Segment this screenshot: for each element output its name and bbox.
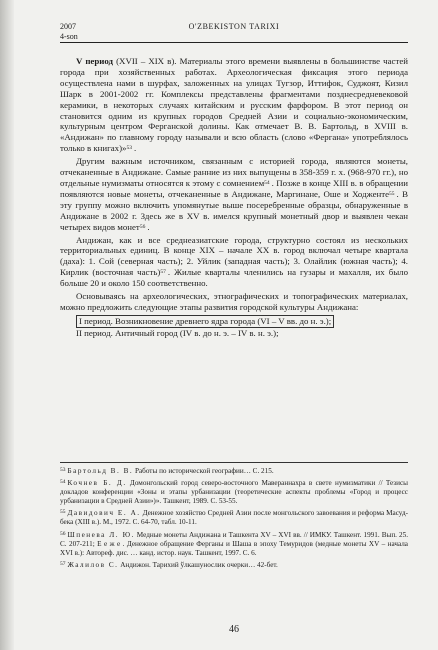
paragraph-period-v: V период (XVII – XIX в). Материалы этого времени выявлены в большинстве частей города при хозяйственных работах. Археологическая фиксация этого периода осуществлена нами в шурфах, заложенных на улицах Тугзор, Иттифок, Суджоят, Кизил Шарк в 2001-2002 гг. Комплексы представлены фрагментами позднесредневековой керамики, в некоторых случаях китайским и русским фарфором. В этот период он становится одним из крупных городов Средней Азии и социально-экономическим, культурным центром Ферганской долины. Как отмечает В. В. Бартольд, в XVIII в. «Андижан» по главному городу называли и всю область (слово «Фергана» употреблялось только в книгах)»$^{53}$ .: [60, 56, 408, 154]
period-list-item: II период. Античный город (IV в. до н. э. – IV в. н. э.);: [76, 327, 279, 338]
footnote-ref: 55: [389, 190, 395, 197]
footnote: [60, 478, 408, 506]
paragraph-text: . В эту группу можно включить упомянутые выше посеребренные образцы, обнаруженные в Андижане в 2002 г. Здесь же в XV в. имелся крупный монетный двор и выявлен чекан четырех видов монет: [60, 188, 408, 232]
footnote-number: 53: [60, 467, 66, 473]
paragraph-text: (XVII – XIX в). Материалы этого времени выявлены в большинстве частей города при хозяйственных работах. Археологическая фиксация этого периода осуществлена нами в шурфах, заложенных на улицах Тугзор, Иттифок, Суджоят, Кизил Шарк в 2001-2002 гг. Комплексы представлены фрагментами позднесредневековой керамики, в некоторых случаях китайским и русским фарфором. В этот период он становится одним из крупных городов Средней Азии и социально-экономическим, культурным центром Ферганской долины. Как отмечает В. В. Бартольд, в XVIII в. «Андижан» по главному городу называли и всю область (слово «Фергана» употреблялось только в книгах)»: [60, 56, 408, 154]
footnote-number: 54: [60, 479, 66, 486]
footnote-number: 57: [60, 560, 66, 567]
header-journal-title: O'ZBEKISTON TARIXI: [188, 22, 280, 31]
paragraph-text: . Жилые кварталы членились на гузары и махалля, их было больше 20 и около 150 соответственно.: [60, 267, 409, 289]
paragraph-stages-intro: Основываясь на археологических, этнографических и топографических материалах, можно предложить следующие этапы развития городской культуры Андижана:: [60, 291, 408, 312]
paragraph-coins: [60, 156, 408, 232]
page-number: 46: [229, 624, 239, 635]
binding-shadow: [0, 0, 14, 650]
footnote-ref: 57: [160, 269, 166, 276]
main-text: [60, 56, 408, 339]
footnote-author: Шпенева Л. Ю.: [67, 530, 135, 539]
footnote: [60, 508, 408, 527]
paragraph-text: Андижан, как и все среднеазиатские города, структурно состоял из нескольких территориальных единиц. В конце XIX – начале XX в. город включал четыре квартала (даха): 1. Сой (северная часть); 2. Уйлик (западная часть); 3. Олайлик (южная часть); 4. Кирлик (восточная часть): [60, 234, 408, 278]
paragraph-text: .: [147, 221, 150, 232]
period-heading: V период: [76, 56, 114, 66]
footnote-text: Денежное хозяйство Средней Азии после монгольского завоевания и реформа Масуд-бека (XIII в.). М., 1972. С. 64-70, табл. 10-11.: [60, 509, 408, 527]
header-issue: 4-son: [60, 32, 78, 41]
period-highlight: I период. Возникновение древнего ядра города (VI – V вв. до н. э.);: [76, 315, 334, 328]
period-list-item: [60, 315, 408, 328]
footnote-ref: 53: [126, 145, 132, 152]
footnote-ref: 54: [264, 179, 270, 186]
footnote-text: Домонгольский город северо-восточного Мавераннахра в свете нумизматики // Тезисы докладов конференции «Зоны и этапы урбанизации (теоретические аспекты проблемы «Город и процесс урбанизации в Средней Азии»)». Ташкент, 1989. С. 53-55.: [60, 479, 408, 506]
header-year: 2007: [60, 22, 76, 31]
footnote-author: Давидович Е. А.: [67, 509, 141, 518]
footnote: [60, 560, 408, 570]
footnote-author: Бартольд В. В.: [67, 467, 134, 475]
footnote: [60, 530, 408, 558]
footnotes: [60, 462, 408, 572]
footnote-text: Андижон. Тарихий ўлкашунослик очерки… 42-бет.: [118, 560, 278, 569]
footnote-number: 56: [60, 530, 66, 537]
footnote-text: Работы по исторической географии… С. 215.: [133, 467, 274, 475]
paragraph-text: . Позже в конце XIII в. в обращении появляются новые монеты, отчеканенные в Андижане, Маргинане, Оше и Ходженте: [60, 177, 408, 199]
footnote-ref: 56: [139, 223, 146, 230]
paragraph-structure: [60, 235, 408, 290]
footnote: [60, 466, 408, 476]
footnote-author: Кочнев Б. Д.: [67, 479, 127, 488]
footnote-text: Медные монеты Андижана и Ташкента XV – XVI вв. // ИМКУ. Ташкент. 1991. Вып. 25. С. 207-211; Е е ж е . Денежное обращение Ферганы и Шаша в эпоху Темуридов (медные монеты XV – начала XVI в.): Автореф. дис. … канд. истор. наук. Ташкент, 1997. С. 6.: [60, 530, 409, 557]
running-header: [60, 20, 408, 43]
paragraph-text: Другим важным источником, связанным с историей города, являются монеты, отчеканенные в Андижане. Самые ранние из них выпущены в 358-359 г. х. (968-970 гг.), но отдельные нумизматы относятся к этому с сомнением: [60, 156, 408, 188]
footnote-number: 55: [60, 509, 66, 516]
footnote-author: Жалилов С.: [67, 560, 119, 569]
